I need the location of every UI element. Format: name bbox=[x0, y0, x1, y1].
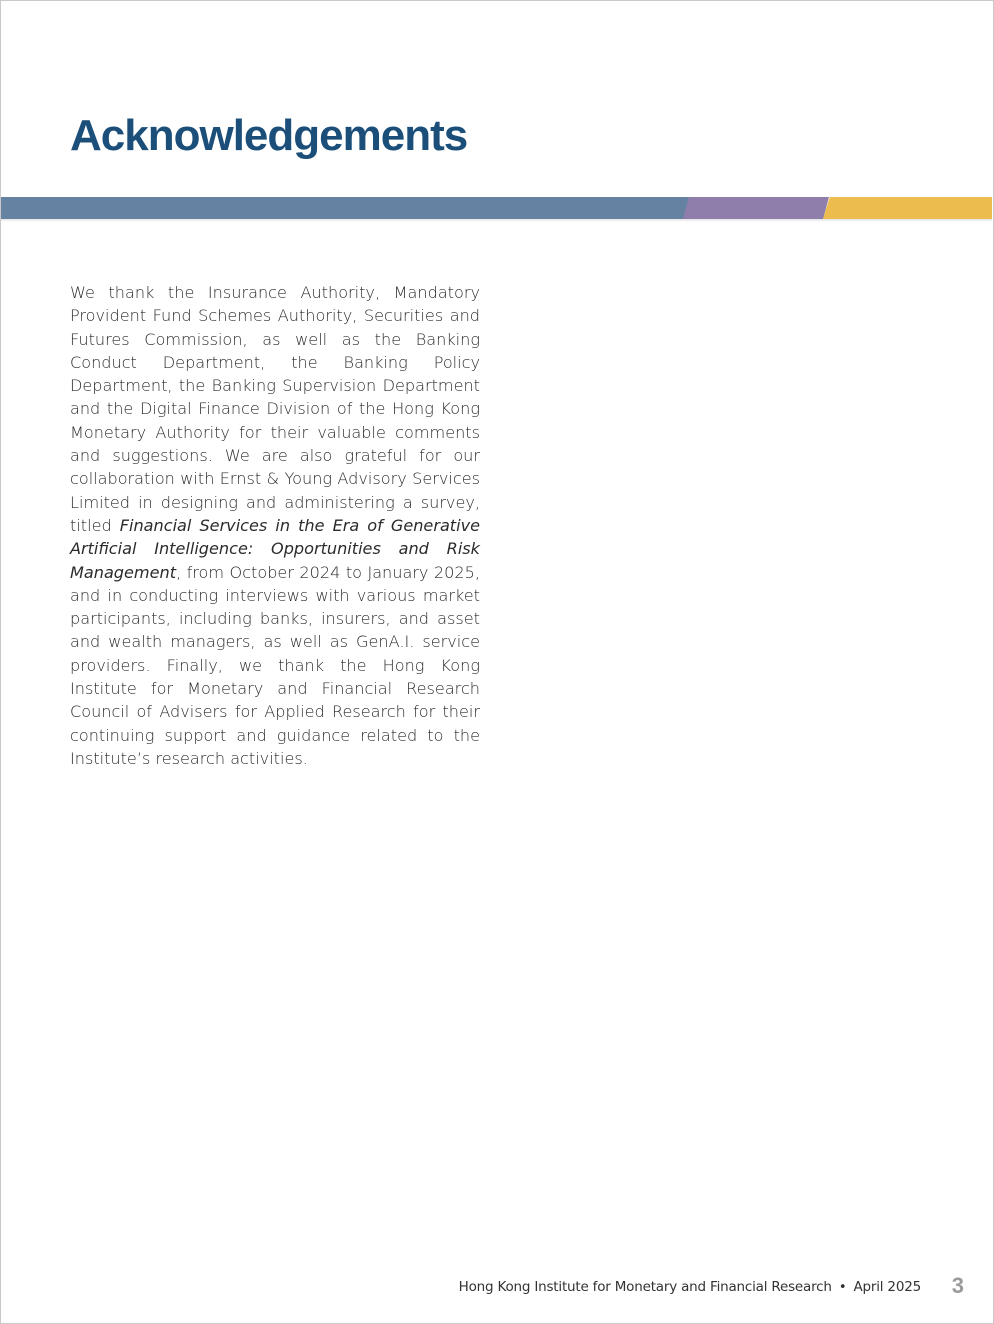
paragraph-text-part2: , from October 2024 to January 2025, and in conducting interviews with various market participants, including banks, insurers, and asset and wealth managers, as well as GenA.I. service providers. Finally, we thank the Hong Kong Institute for Monetary and Financial Research Council of Advisers for Applied Research for their continuing support and guidance related to the Institute’s research activities. bbox=[70, 562, 480, 768]
survey-title: Financial Services in the Era of Generative Artificial Intelligence: Opportunities and Risk Management bbox=[70, 515, 481, 582]
footer-institute: Hong Kong Institute for Monetary and Financial Research bbox=[458, 1279, 832, 1295]
band-segment-blue bbox=[1, 197, 691, 219]
header-color-band bbox=[1, 197, 992, 219]
band-shadow bbox=[1, 219, 992, 222]
page-title: Acknowledgements bbox=[70, 111, 468, 160]
paragraph-text-part1: We thank the Insurance Authority, Mandatory Provident Fund Schemes Authority, Securities and Futures Commission, as well as the Banking Conduct Department, the Banking Policy Department, the Banking Supervision Department and the Digital Finance Division of the Hong Kong Monetary Authority for their valuable comments and suggestions. We are also grateful for our collaboration with Ernst & Young Advisory Services Limited in designing and administering a survey, titled bbox=[70, 283, 480, 535]
footer-bullet: • bbox=[838, 1279, 847, 1295]
footer-date: April 2025 bbox=[853, 1279, 921, 1295]
band-segment-yellow bbox=[823, 197, 992, 219]
band-segment-purple bbox=[683, 197, 829, 219]
page-footer bbox=[459, 1279, 921, 1295]
acknowledgement-paragraph bbox=[70, 281, 480, 770]
page-number: 3 bbox=[951, 1273, 964, 1298]
